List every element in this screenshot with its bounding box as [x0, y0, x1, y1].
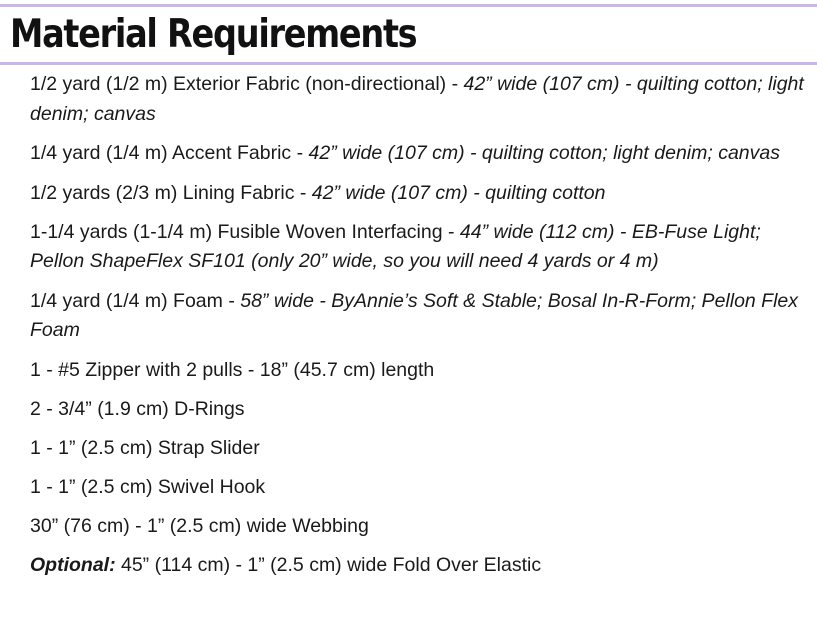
item-main: 45” (114 cm) - 1” (2.5 cm) wide Fold Over Elastic: [115, 553, 542, 576]
item-spec: 58” wide - ByAnnie’s Soft & Stable; Bosal In-R-Form; Pellon Flex Foam: [30, 289, 799, 341]
item-main: 1/2 yards (2/3 m) Lining Fabric -: [30, 181, 312, 204]
item-main: 1 - 1” (2.5 cm) Swivel Hook: [30, 475, 266, 498]
list-item-d-rings: [30, 395, 810, 425]
item-spec: 42” wide (107 cm) - quilting cotton; light denim; canvas: [308, 142, 780, 164]
list-item-elastic: [30, 551, 810, 581]
page-title: Material Requirements: [10, 12, 417, 57]
material-list: [30, 70, 810, 590]
item-main: 1 - #5 Zipper with 2 pulls - 18” (45.7 cm) length: [30, 358, 435, 381]
item-spec: 44” wide (112 cm) - EB-Fuse Light; Pellon ShapeFlex SF101 (only 20” wide, so you will need 4 yards or 4 m): [30, 220, 761, 272]
item-main: 1/4 yard (1/4 m) Foam -: [30, 289, 241, 312]
item-main: 1-1/4 yards (1-1/4 m) Fusible Woven Interfacing -: [30, 220, 460, 243]
list-item-foam: [30, 287, 810, 346]
item-main: 2 - 3/4” (1.9 cm) D-Rings: [30, 397, 245, 420]
item-main: 1 - 1” (2.5 cm) Strap Slider: [30, 436, 260, 459]
list-item-webbing: [30, 512, 810, 542]
list-item-accent-fabric: [30, 139, 810, 169]
top-divider: [0, 4, 817, 7]
list-item-lining-fabric: [30, 179, 810, 209]
item-spec: 42” wide (107 cm) - quilting cotton: [311, 181, 606, 204]
list-item-swivel-hook: [30, 473, 810, 503]
title-underline: [0, 62, 817, 65]
list-item-exterior-fabric: [30, 70, 810, 129]
list-item-zipper: [30, 356, 810, 386]
item-spec: 42” wide (107 cm) - quilting cotton; light denim; canvas: [30, 73, 804, 125]
item-main: 1/4 yard (1/4 m) Accent Fabric -: [30, 142, 309, 164]
list-item-interfacing: [30, 218, 810, 277]
optional-label: Optional:: [30, 553, 116, 576]
item-main: 30” (76 cm) - 1” (2.5 cm) wide Webbing: [30, 514, 369, 537]
list-item-strap-slider: [30, 434, 810, 464]
item-main: 1/2 yard (1/2 m) Exterior Fabric (non-directional) -: [30, 73, 464, 95]
